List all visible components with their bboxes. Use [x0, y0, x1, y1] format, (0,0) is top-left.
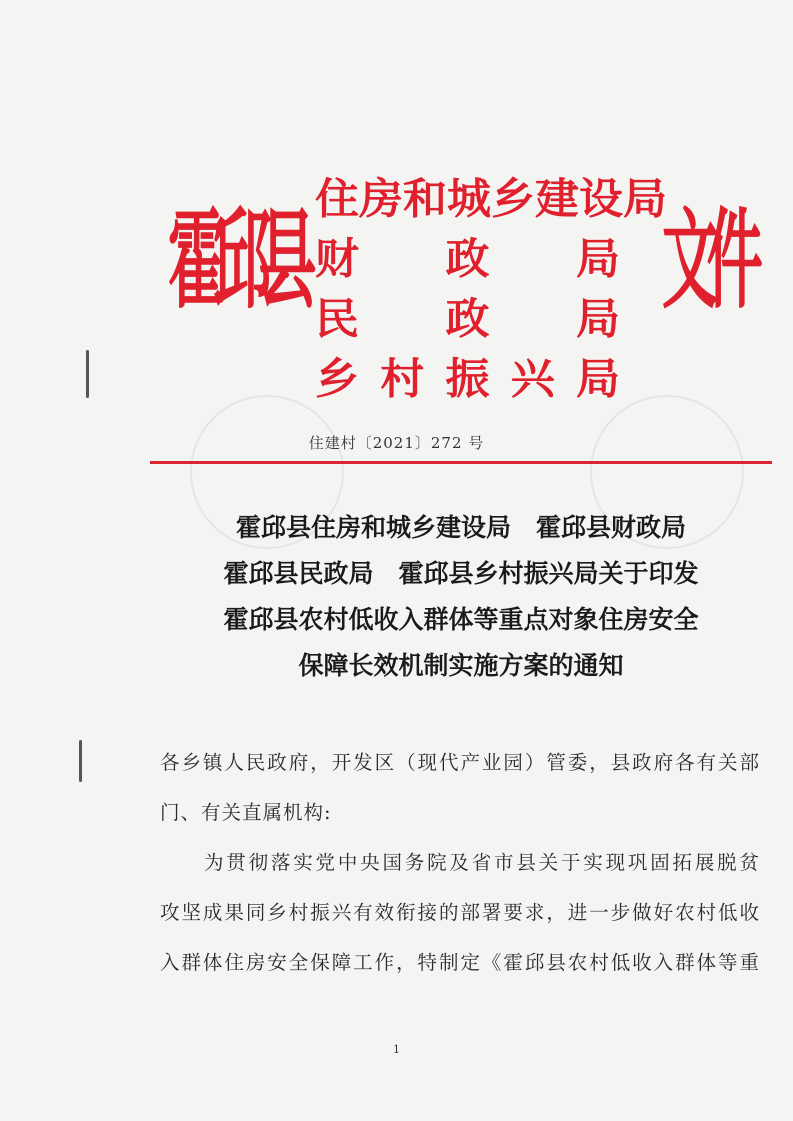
agency-rural-revitalization: 乡村振兴局 [315, 354, 620, 405]
body-line: 攻坚成果同乡村振兴有效衔接的部署要求，进一步做好农村低收 [160, 901, 760, 924]
agency-civil-affairs: 民政局 [315, 294, 620, 345]
agency-finance: 财政局 [315, 234, 620, 285]
letterhead-agencies [315, 170, 667, 410]
body-line: 门、有关直属机构: [160, 801, 332, 824]
page-number: 1 [393, 1043, 400, 1056]
letterhead-county: 霍邱县 [168, 197, 304, 324]
title-line: 霍邱县农村低收入群体等重点对象住房安全 [223, 605, 699, 634]
title-line: 霍邱县民政局 霍邱县乡村振兴局关于印发 [223, 559, 699, 588]
document-number: 住建村〔2021〕272 号 [308, 434, 485, 452]
red-divider [150, 461, 772, 464]
body-line: 为贯彻落实党中央国务院及省市县关于实现巩固拓展脱贫 [204, 851, 760, 874]
agency-housing: 住房和城乡建设局 [315, 174, 667, 225]
body-line: 入群体住房安全保障工作，特制定《霍邱县农村低收入群体等重 [160, 951, 760, 974]
document-title [150, 505, 772, 689]
binding-mark-top [86, 350, 89, 398]
title-line: 霍邱县住房和城乡建设局 霍邱县财政局 [235, 513, 686, 542]
binding-mark-bottom [79, 740, 82, 782]
letterhead-wenjian: 文件 [662, 197, 752, 324]
body-line: 各乡镇人民政府，开发区（现代产业园）管委，县政府各有关部 [160, 751, 760, 774]
document-body [160, 738, 760, 988]
title-line: 保障长效机制实施方案的通知 [298, 651, 624, 680]
